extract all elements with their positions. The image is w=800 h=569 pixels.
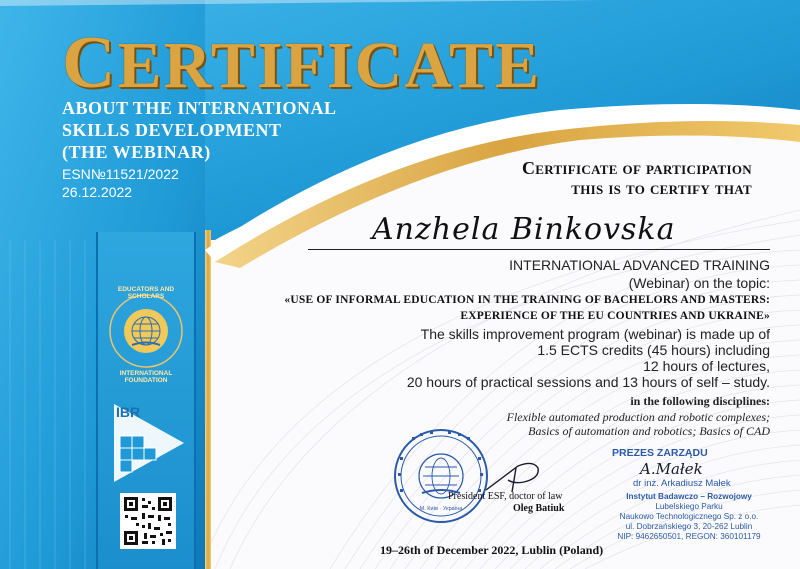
disciplines-label: in the following disciplines: <box>630 394 770 408</box>
disciplines-line-2: Basics of automation and robotics; Basics of CAD <box>528 424 770 438</box>
institute-line-3: Naukowo Technologicznego Sp. z o.o. <box>619 512 759 521</box>
institute-line-2: Lubelskiego Parku <box>655 502 723 511</box>
recipient-name: Anzhela Binkovska <box>372 212 676 247</box>
institute-line-5: NIP: 9462650501, REGON: 360101179 <box>617 532 761 541</box>
topic-line-1: «USE OF INFORMAL EDUCATION IN THE TRAINING OF BACHELORS AND MASTERS: <box>284 294 770 306</box>
program-line-3: 12 hours of lectures, <box>643 358 770 374</box>
foundation-logo-bottom-text: INTERNATIONAL FOUNDATION <box>119 370 173 384</box>
disciplines-line-1: Flexible automated production and robotic complexes; <box>506 410 770 424</box>
institute-line-1: Instytut Badawczo – Rozwojowy <box>626 492 752 501</box>
subtitle-line-2: SKILLS DEVELOPMENT <box>62 120 282 140</box>
program-line-1: The skills improvement program (webinar) is made up of <box>420 326 770 342</box>
president-name: Oleg Batiuk <box>513 503 565 514</box>
subtitle-line-1: ABOUT THE INTERNATIONAL <box>62 98 337 118</box>
certificate-number: ESN№11521/2022 <box>62 166 179 182</box>
topic-intro: (Webinar) on the topic: <box>628 275 770 291</box>
participation-heading: Certificate of participation <box>521 158 752 178</box>
certificate-date: 26.12.2022 <box>62 184 133 200</box>
foundation-logo-icon <box>108 293 184 369</box>
institute-address <box>604 492 774 542</box>
prezes-label: PREZES ZARZĄDU <box>612 447 708 459</box>
topic-line-2: EXPERIENCE OF THE EU COUNTRIES AND UKRAINE» <box>460 310 770 322</box>
name-underline <box>308 249 770 250</box>
event-date-place: 19–26th of December 2022, Lublin (Poland) <box>380 543 604 557</box>
president-role: President ESF, doctor of law <box>448 491 563 502</box>
subtitle-line-3: (THE WEBINAR) <box>62 142 211 162</box>
president-signature-icon <box>478 456 548 496</box>
stamp-city-text: M. Київ · Україна <box>419 506 463 512</box>
ibr-logo-text: IBR <box>116 404 141 420</box>
program-line-2: 1.5 ECTS credits (45 hours) including <box>537 342 770 358</box>
program-line-4: 20 hours of practical sessions and 13 hours of self – study. <box>406 374 770 390</box>
title-initial: C <box>62 22 118 104</box>
institute-line-4: ul. Dobrzańskiego 3, 20-262 Lublin <box>625 522 753 531</box>
certify-heading: this is to certify that <box>571 178 752 198</box>
certificate-title <box>62 22 541 104</box>
foundation-logo-top-text: EDUCATORS AND SCHOLARS <box>117 286 175 300</box>
training-title: INTERNATIONAL ADVANCED TRAINING <box>509 257 770 273</box>
prezes-signature: A.Małek <box>640 460 703 478</box>
prezes-name: dr inż. Arkadiusz Małek <box>633 478 731 489</box>
title-rest: ERTIFICATE <box>117 29 541 102</box>
qr-code-icon[interactable] <box>120 493 176 549</box>
